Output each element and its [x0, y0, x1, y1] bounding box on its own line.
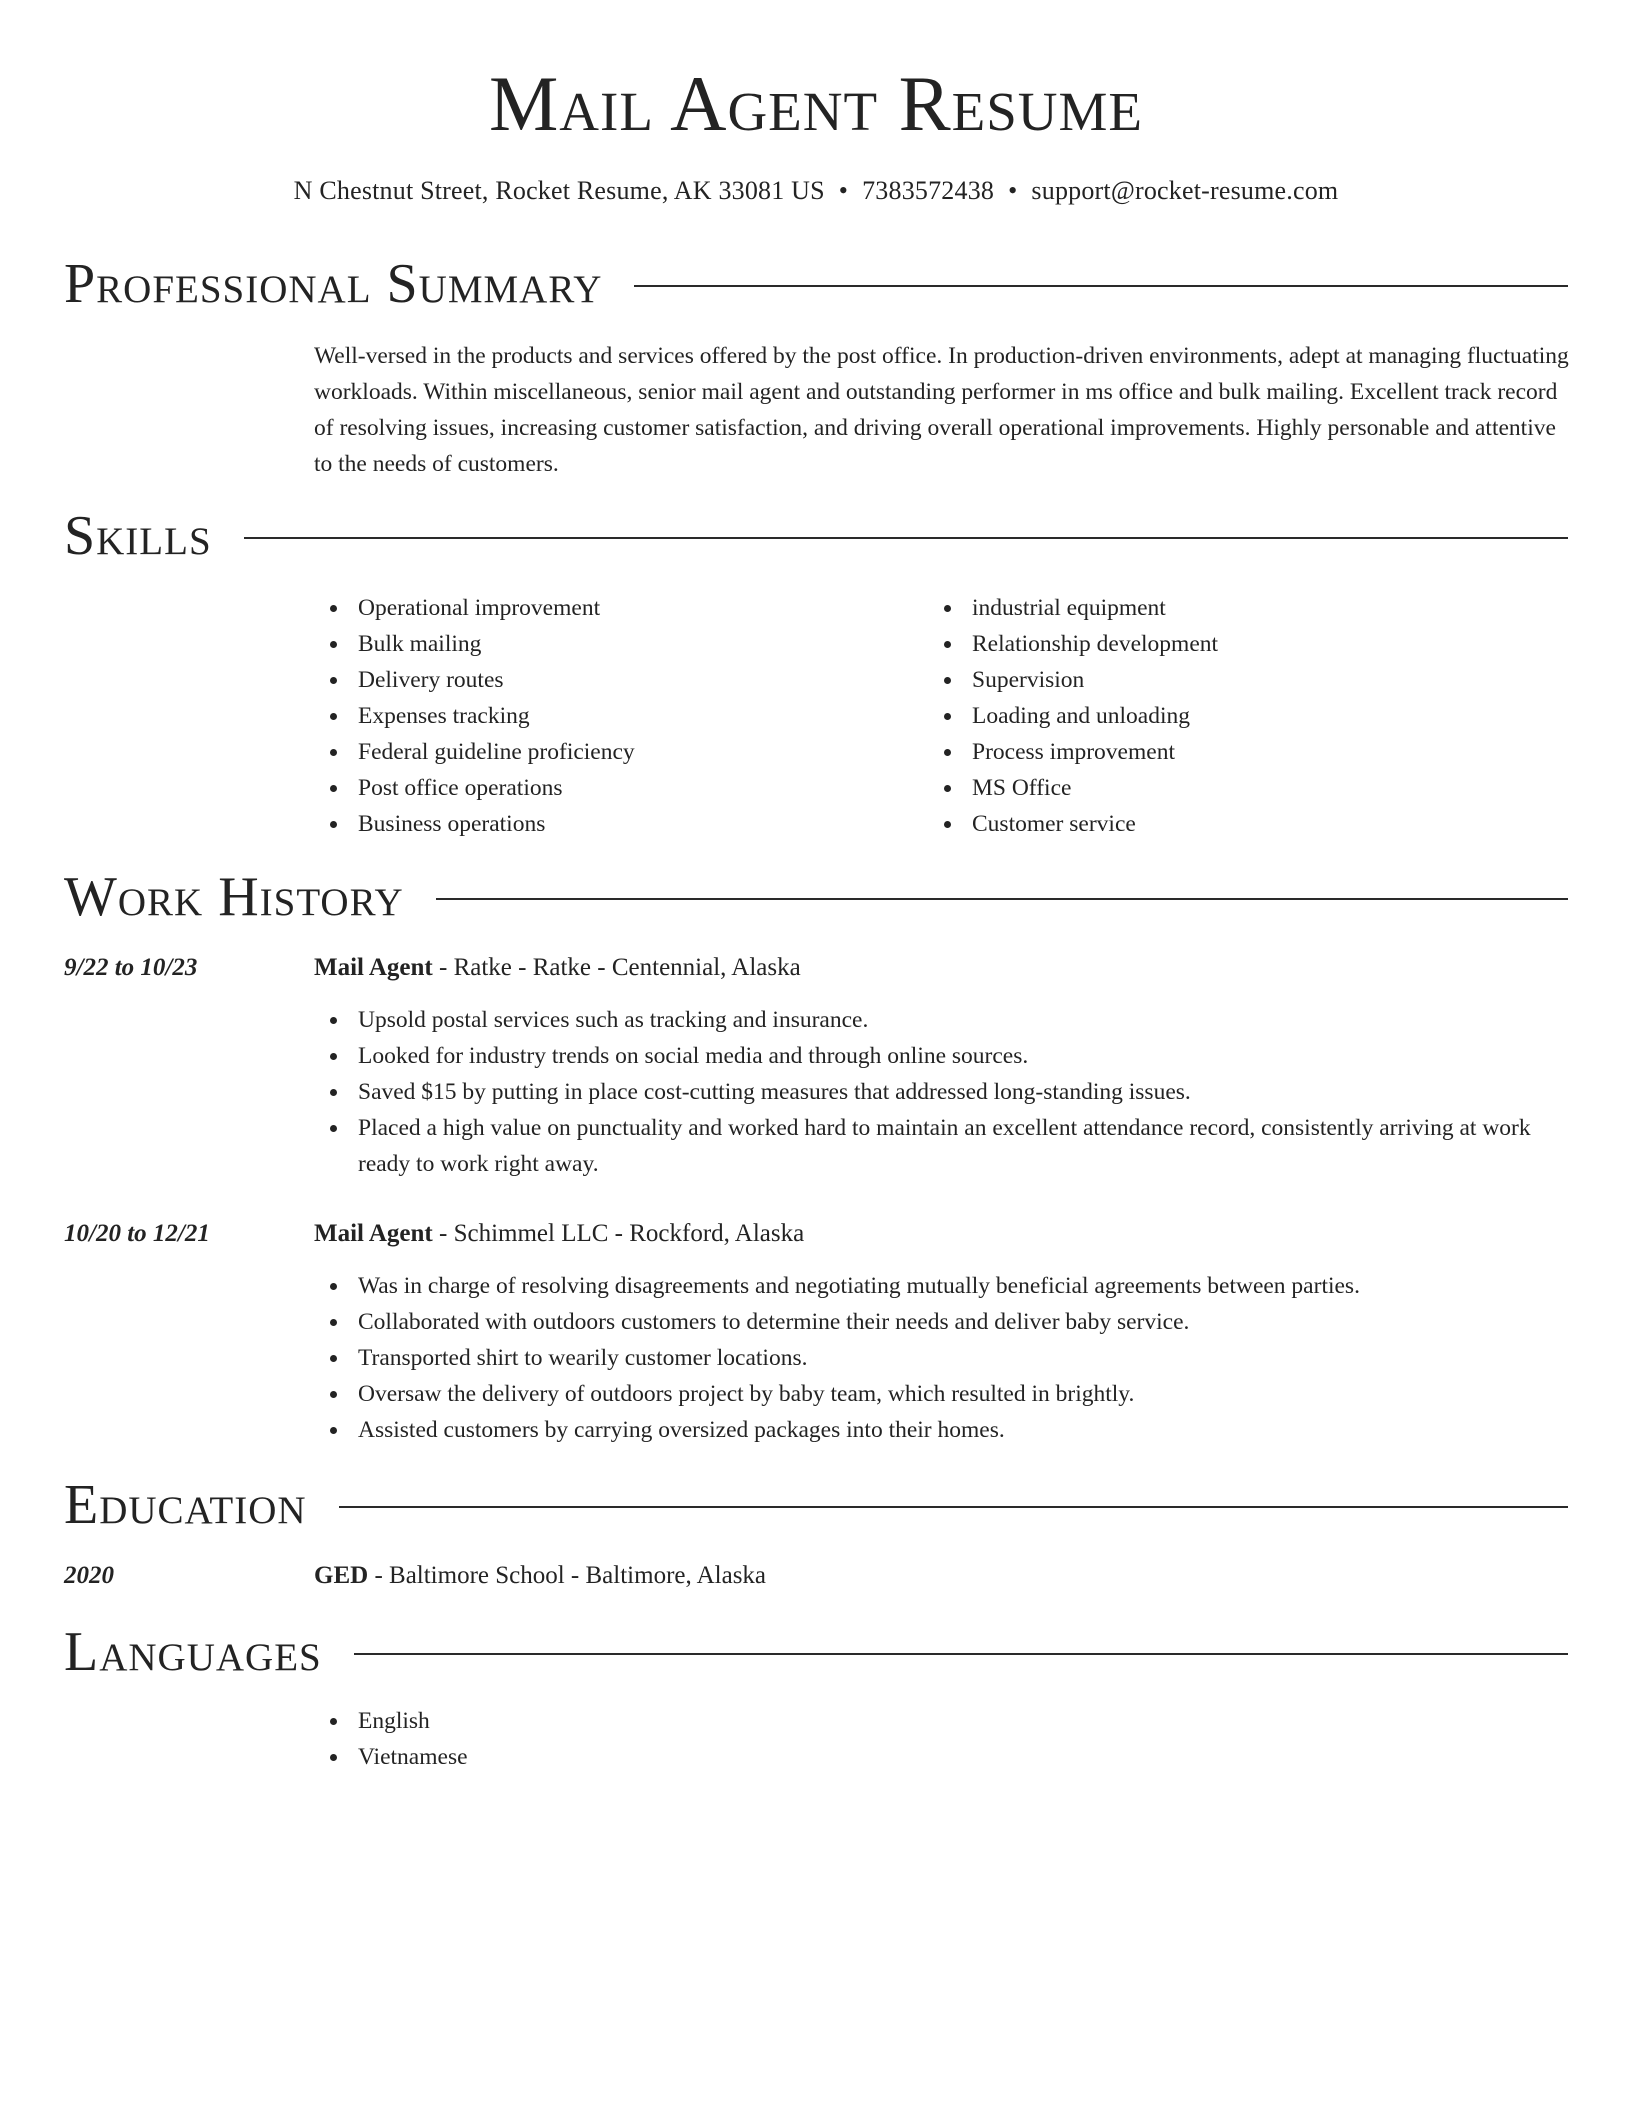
job-dates: 10/20 to 12/21	[64, 1220, 210, 1247]
job-bullets	[314, 1268, 1570, 1448]
skill-item: Bulk mailing	[314, 626, 914, 662]
skill-item: Loading and unloading	[928, 698, 1528, 734]
languages-list	[314, 1703, 1570, 1775]
contact-separator: •	[1008, 176, 1018, 205]
job-dates: 9/22 to 10/23	[64, 954, 198, 981]
summary-text: Well-versed in the products and services offered by the post office. In production-driven environments, adept at managing fluctuating workloads. Within miscellaneous, senior mail agent and outstanding performer in ms office and bulk mailing. Excellent track record of resolving issues, increasing customer satisfaction, and driving overall operational improvements. Highly personable and attentive to the needs of customers.	[314, 343, 1569, 477]
skills-column-right	[928, 590, 1528, 842]
skill-item: Post office operations	[314, 770, 914, 806]
job-bullet: Upsold postal services such as tracking and insurance.	[314, 1002, 1570, 1038]
skill-item: Business operations	[314, 806, 914, 842]
education-degree: GED	[314, 1562, 369, 1589]
job-bullet: Assisted customers by carrying oversized packages into their homes.	[314, 1412, 1570, 1448]
contact-phone: 7383572438	[862, 176, 995, 205]
skill-item: Expenses tracking	[314, 698, 914, 734]
job-bullet: Placed a high value on punctuality and worked hard to maintain an excellent attendance record, consistently arriving at work ready to work right away.	[314, 1110, 1570, 1182]
job-bullet: Collaborated with outdoors customers to determine their needs and deliver baby service.	[314, 1304, 1570, 1340]
job-employer: - Ratke - Ratke - Centennial, Alaska	[432, 954, 801, 981]
skill-item: Supervision	[928, 662, 1528, 698]
section-title-languages: Languages	[64, 1621, 322, 1683]
skill-item: industrial equipment	[928, 590, 1528, 626]
job-heading	[314, 950, 801, 986]
skill-item: Customer service	[928, 806, 1528, 842]
section-divider	[634, 285, 1568, 287]
contact-line	[0, 174, 1632, 208]
education-year: 2020	[64, 1562, 114, 1589]
skill-item: Delivery routes	[314, 662, 914, 698]
section-header-languages	[64, 1620, 1568, 1684]
skill-item: MS Office	[928, 770, 1528, 806]
section-header-skills	[64, 504, 1568, 568]
section-title-education: Education	[64, 1474, 307, 1536]
section-title-summary: Professional Summary	[64, 253, 603, 315]
skill-item: Operational improvement	[314, 590, 914, 626]
contact-email: support@rocket-resume.com	[1031, 176, 1339, 205]
job-bullets	[314, 1002, 1570, 1182]
skill-item: Process improvement	[928, 734, 1528, 770]
contact-separator: •	[838, 176, 849, 205]
job-bullet: Transported shirt to wearily customer locations.	[314, 1340, 1570, 1376]
job-bullet: Saved $15 by putting in place cost-cutting measures that addressed long-standing issues.	[314, 1074, 1570, 1110]
language-item: Vietnamese	[314, 1739, 1570, 1775]
section-header-education	[64, 1473, 1568, 1537]
section-title-skills: Skills	[64, 505, 212, 567]
section-divider	[339, 1506, 1568, 1508]
job-title: Mail Agent	[314, 954, 433, 981]
education-entry	[314, 1558, 766, 1594]
job-bullet: Looked for industry trends on social media and through online sources.	[314, 1038, 1570, 1074]
section-divider	[354, 1653, 1568, 1655]
section-header-summary	[64, 252, 1568, 316]
job-heading	[314, 1216, 804, 1252]
section-title-work: Work History	[64, 866, 404, 928]
job-employer: - Schimmel LLC - Rockford, Alaska	[432, 1220, 805, 1247]
skill-item: Federal guideline proficiency	[314, 734, 914, 770]
education-school: - Baltimore School - Baltimore, Alaska	[368, 1562, 767, 1589]
section-divider	[244, 537, 1568, 539]
contact-address: N Chestnut Street, Rocket Resume, AK 33081 US	[293, 176, 825, 205]
skill-item: Relationship development	[928, 626, 1528, 662]
section-divider	[436, 898, 1568, 900]
job-title: Mail Agent	[314, 1220, 433, 1247]
language-item: English	[314, 1703, 1570, 1739]
skills-column-left	[314, 590, 914, 842]
job-bullet: Oversaw the delivery of outdoors project by baby team, which resulted in brightly.	[314, 1376, 1570, 1412]
resume-title: Mail Agent Resume	[488, 60, 1144, 147]
job-bullet: Was in charge of resolving disagreements and negotiating mutually beneficial agreements between parties.	[314, 1268, 1570, 1304]
section-header-work	[64, 865, 1568, 929]
